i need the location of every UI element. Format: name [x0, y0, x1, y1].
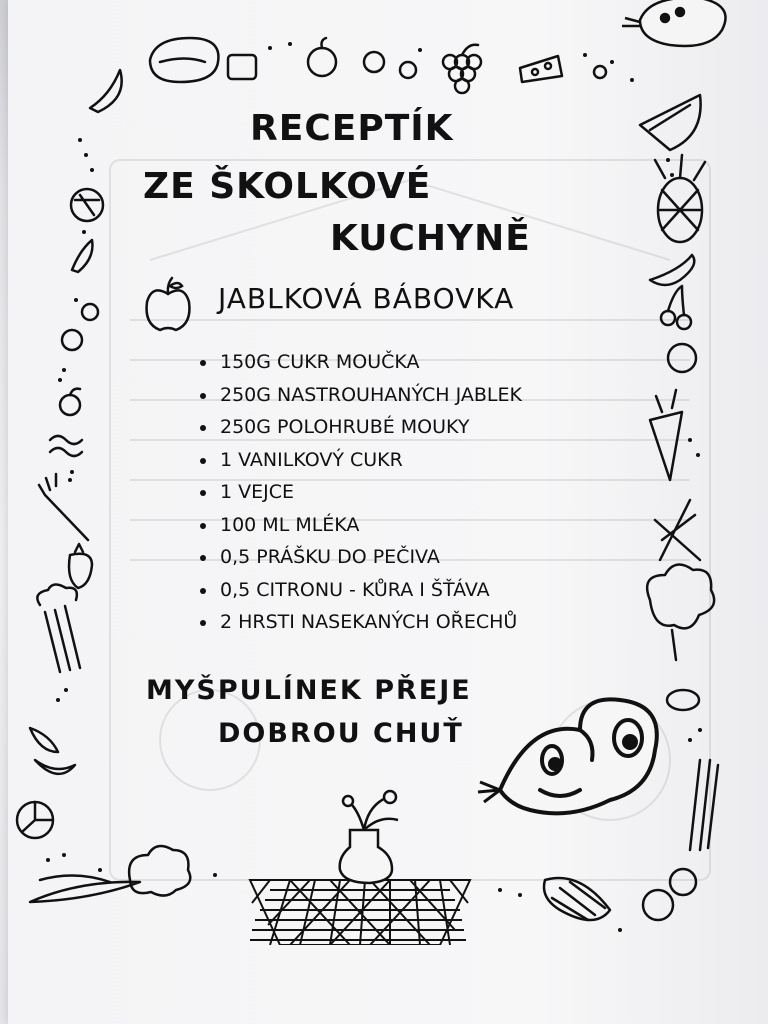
title-line-3: KUCHYNĚ	[330, 218, 531, 259]
list-item: 250G POLOHRUBÉ MOUKY	[196, 411, 522, 444]
list-item: 0,5 CITRONU - KŮRA I ŠŤÁVA	[196, 574, 522, 607]
corn-icon	[544, 878, 610, 920]
list-item: 1 VEJCE	[196, 476, 522, 509]
mouse-mascot	[470, 690, 670, 830]
list-item: 250G NASTROUHANÝCH JABLEK	[196, 379, 522, 412]
closing-line-1: MYŠPULÍNEK PŘEJE	[146, 675, 472, 706]
list-item: 100 ML MLÉKA	[196, 509, 522, 542]
broccoli-icon	[647, 565, 714, 660]
watermelon-icon	[640, 95, 701, 150]
ingredient-list	[196, 346, 522, 639]
pineapple-icon	[655, 155, 705, 242]
carrot-icon	[650, 390, 682, 480]
broccoli-bottom	[129, 846, 190, 896]
title-line-2: ZE ŠKOLKOVÉ	[143, 166, 432, 207]
list-item: 150G CUKR MOUČKA	[196, 346, 522, 379]
recipe-name: JABLKOVÁ BÁBOVKA	[218, 282, 515, 315]
flower-vase	[240, 785, 480, 945]
celery-icon	[37, 584, 80, 672]
list-item: 2 HRSTI NASEKANÝCH OŘECHŮ	[196, 606, 522, 639]
grapes-icon	[443, 45, 481, 93]
cherry-icon	[661, 286, 691, 329]
corner-mouse	[622, 0, 726, 46]
strawberry-icon	[69, 544, 92, 588]
title-line-1: RECEPTÍK	[250, 108, 454, 149]
banana-icon	[90, 70, 122, 112]
orange-icon	[17, 802, 53, 838]
bread-icon	[150, 38, 218, 82]
apple-icon	[142, 276, 194, 334]
list-item: 0,5 PRÁŠKU DO PEČIVA	[196, 541, 522, 574]
cheese-icon	[520, 56, 562, 82]
list-item: 1 VANILKOVÝ CUKR	[196, 444, 522, 477]
fork-icon	[39, 474, 88, 540]
tomato-icon	[643, 869, 696, 920]
closing-line-2: DOBROU CHUŤ	[218, 718, 464, 749]
